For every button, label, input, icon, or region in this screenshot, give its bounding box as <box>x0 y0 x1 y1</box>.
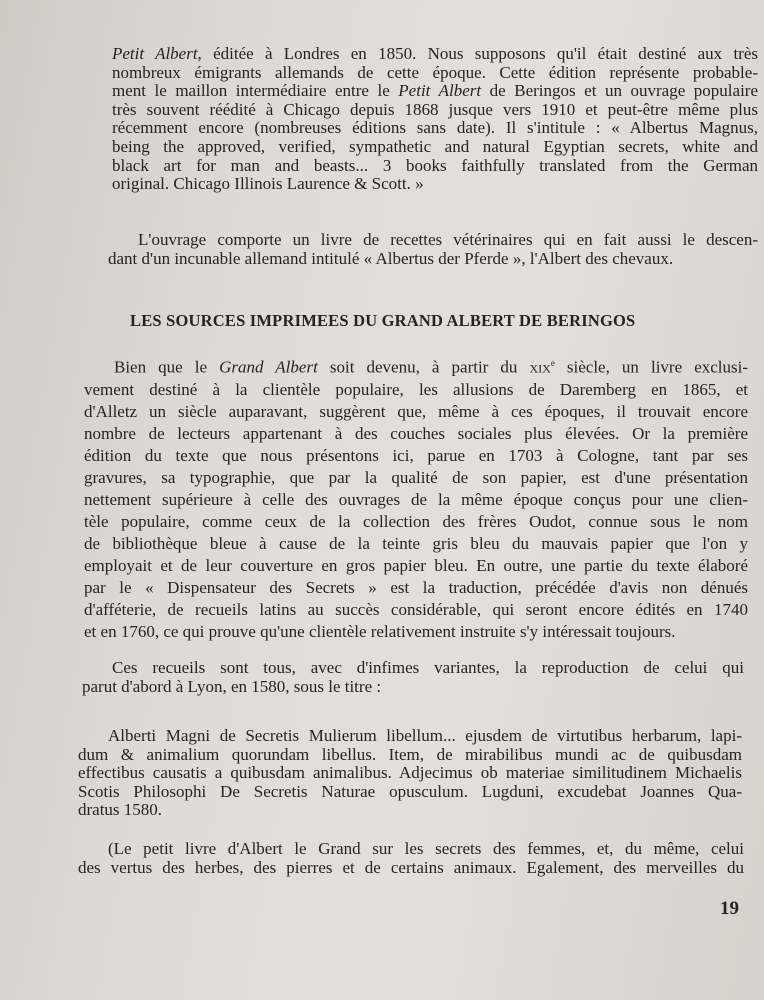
text-segment: d'afféterie, de recueils latins au succès considérable, qui seront encore édités en 1740 <box>84 599 748 619</box>
text-segment: de bibliothèque bleue à cause de la teinte gris bleu du mauvais papier que l'on y <box>84 533 748 553</box>
text-line <box>78 839 744 858</box>
text-segment: (Le petit livre d'Albert le Grand sur les secrets des femmes, et, du même, celui <box>108 839 744 858</box>
text-segment: dratus 1580. <box>78 800 163 819</box>
text-line <box>84 599 748 621</box>
text-line <box>84 379 748 401</box>
paragraph-petit-albert-edition <box>112 45 758 194</box>
text-line <box>78 783 742 802</box>
text-line <box>112 119 758 138</box>
text-segment: Ces recueils sont tous, avec d'infimes variantes, la reproduction de celui qui <box>112 658 744 677</box>
text-segment: de Beringos et un ouvrage populaire <box>481 81 758 101</box>
text-line <box>112 157 758 176</box>
paragraph-lyon-1580 <box>82 658 744 696</box>
text-line <box>84 467 748 489</box>
text-segment: parut d'abord à Lyon, en 1580, sous le titre : <box>82 677 382 696</box>
paragraph-printed-sources <box>84 352 748 643</box>
text-line <box>84 423 748 445</box>
text-line <box>82 658 744 677</box>
paragraph-veterinary-recipes <box>108 230 758 268</box>
text-line <box>84 533 748 555</box>
text-line <box>108 230 758 249</box>
text-segment: Bien que le <box>114 357 220 377</box>
text-segment: nombreux émigrants allemands de cette époque. Cette édition représente probable- <box>112 62 758 82</box>
text-line <box>84 555 748 577</box>
text-segment: tèle populaire, comme ceux de la collection des frères Oudot, connue sous le nom <box>84 511 748 531</box>
text-line <box>84 577 748 599</box>
text-segment: ment le maillon intermédiaire entre le <box>112 81 399 101</box>
text-line <box>84 621 748 643</box>
text-segment: Scotis Philosophi De Secretis Naturae opusculum. Lugduni, excudebat Joannes Qua- <box>78 781 742 801</box>
latin-title-quotation <box>78 727 742 820</box>
text-segment: L'ouvrage comporte un livre de recettes vétérinaires qui en fait aussi le descen- <box>138 230 758 249</box>
text-line <box>78 746 742 765</box>
text-segment: dant d'un incunable allemand intitulé « Albertus der Pferde », l'Albert des chevaux. <box>108 249 674 268</box>
section-heading: LES SOURCES IMPRIMEES DU GRAND ALBERT DE BERINGOS <box>130 311 636 330</box>
text-segment: nombre de lecteurs appartenant à des couches sociales plus élevées. Or la première <box>84 423 748 443</box>
text-segment: original. Chicago Illinois Laurence & Scott. » <box>112 174 424 194</box>
text-segment: employait et de leur couverture en gros papier bleu. En outre, une partie du texte élaboré <box>84 555 748 575</box>
text-line <box>112 175 758 194</box>
italic-text: Grand Albert <box>219 357 318 377</box>
text-line <box>108 249 758 268</box>
text-segment: par le « Dispensateur des Secrets » est la traduction, précédée d'avis non dénués <box>84 577 748 597</box>
text-segment: éditée à Londres en 1850. Nous supposons qu'il était destiné aux très <box>201 44 758 63</box>
text-line <box>84 489 748 511</box>
text-line <box>112 101 758 120</box>
text-segment: xix <box>529 357 551 377</box>
text-segment: e <box>550 358 555 368</box>
text-line <box>84 445 748 467</box>
text-segment: très souvent réédité à Chicago depuis 1868 jusque vers 1910 et peut-être même plus <box>112 99 758 119</box>
text-line <box>112 82 758 101</box>
text-line <box>84 352 748 379</box>
text-segment: et en 1760, ce qui prouve qu'une clientèle relativement instruite s'y intéressait toujours. <box>84 621 676 641</box>
text-segment: des vertus des herbes, des pierres et de certains animaux. Egalement, des merveilles du <box>78 858 744 877</box>
text-line <box>78 801 742 820</box>
text-segment: being the approved, verified, sympathetic and natural Egyptian secrets, white and <box>112 136 758 156</box>
text-line <box>84 511 748 533</box>
text-segment: vement destiné à la clientèle populaire, les allusions de Daremberg en 1865, et <box>84 379 748 399</box>
text-line <box>112 64 758 83</box>
text-segment: siècle, un livre exclusi- <box>554 357 749 377</box>
text-segment: d'Alletz un siècle auparavant, suggèrent que, même à ces époques, il trouvait encore <box>84 401 748 421</box>
text-line <box>78 764 742 783</box>
text-line <box>112 138 758 157</box>
text-segment: black art for man and beasts... 3 books faithfully translated from the German <box>112 155 758 175</box>
text-segment: nettement supérieure à celle des ouvrages de la même époque conçus pour une clien- <box>84 489 748 509</box>
text-segment: Alberti Magni de Secretis Mulierum libellum... ejusdem de virtutibus herbarum, lapi- <box>108 726 742 745</box>
text-segment: gravures, sa typographie, que par la qualité de son papier, est d'une présentation <box>84 467 748 487</box>
italic-text: Petit Albert, <box>112 44 202 63</box>
text-line <box>82 677 744 696</box>
text-segment: édition du texte que nous présentons ici, parue en 1703 à Cologne, tant par ses <box>84 445 748 465</box>
text-segment: soit devenu, à partir du <box>317 357 530 377</box>
text-line <box>84 401 748 423</box>
text-segment: effectibus causatis a quibusdam animalibus. Adjecimus ob materiae similitudinem Michaelis <box>78 763 742 782</box>
text-segment: dum & animalium quorundam libellus. Item, de mirabilibus mundi ac de quibusdam <box>78 744 742 764</box>
paragraph-french-translation <box>78 839 744 877</box>
text-line <box>112 45 758 64</box>
text-line <box>78 727 742 746</box>
text-line <box>78 858 744 877</box>
text-segment: récemment encore (nombreuses éditions sans date). Il s'intitule : « Albertus Magnus, <box>112 118 758 138</box>
italic-text: Petit Albert <box>398 81 482 101</box>
page-number: 19 <box>720 898 739 919</box>
